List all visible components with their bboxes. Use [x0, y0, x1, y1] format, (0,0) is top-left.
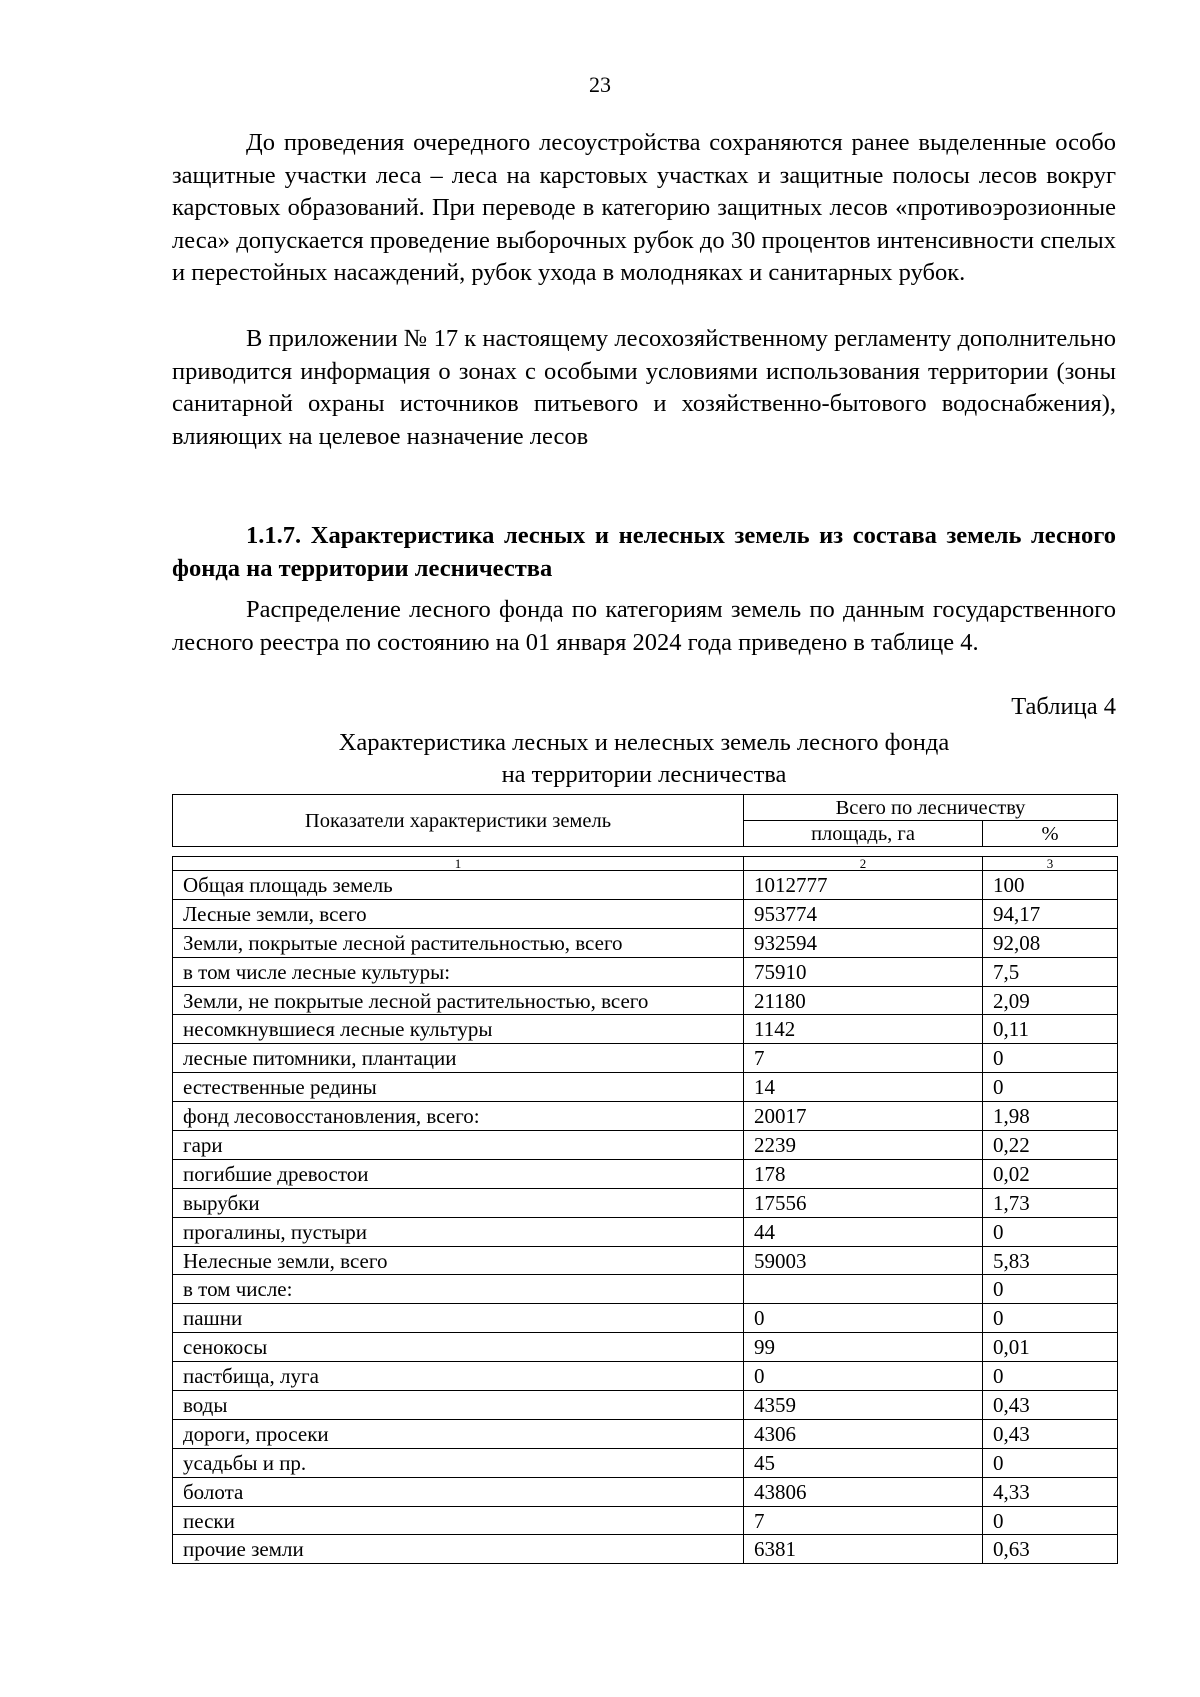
row-name-cell: прогалины, пустыри	[173, 1217, 744, 1246]
row-name-cell: в том числе лесные культуры:	[173, 957, 744, 986]
row-percent-cell: 0	[983, 1217, 1118, 1246]
table-row	[173, 1535, 1118, 1564]
table-row	[173, 1102, 1118, 1131]
row-percent-cell: 0,11	[983, 1015, 1118, 1044]
row-area-cell: 932594	[744, 928, 983, 957]
table-row	[173, 1275, 1118, 1304]
row-name-cell: Земли, не покрытые лесной растительностью, всего	[173, 986, 744, 1015]
table-title	[172, 727, 1116, 791]
table-row	[173, 1477, 1118, 1506]
table-row	[173, 1073, 1118, 1102]
column-number: 3	[983, 857, 1118, 871]
table-row	[173, 1246, 1118, 1275]
row-area-cell: 7	[744, 1506, 983, 1535]
row-percent-cell: 1,73	[983, 1188, 1118, 1217]
row-percent-cell: 0	[983, 1362, 1118, 1391]
row-name-cell: Земли, покрытые лесной растительностью, всего	[173, 928, 744, 957]
row-area-cell: 953774	[744, 899, 983, 928]
row-percent-cell: 0,01	[983, 1333, 1118, 1362]
section-heading: 1.1.7. Характеристика лесных и нелесных земель из состава земель лесного фонда на территории лесничества	[172, 522, 1116, 582]
row-percent-cell: 2,09	[983, 986, 1118, 1015]
row-name-cell: сенокосы	[173, 1333, 744, 1362]
row-area-cell: 14	[744, 1073, 983, 1102]
table-row	[173, 899, 1118, 928]
row-area-cell: 99	[744, 1333, 983, 1362]
row-name-cell: пастбища, луга	[173, 1362, 744, 1391]
table-title-line-2: на территории лесничества	[501, 761, 787, 788]
row-area-cell: 4306	[744, 1419, 983, 1448]
table-row	[173, 1188, 1118, 1217]
row-name-cell: погибшие древостои	[173, 1159, 744, 1188]
row-area-cell	[744, 1275, 983, 1304]
row-percent-cell: 0,22	[983, 1131, 1118, 1160]
row-name-cell: фонд лесовосстановления, всего:	[173, 1102, 744, 1131]
column-number: 1	[173, 857, 744, 871]
column-number: 2	[744, 857, 983, 871]
row-name-cell: гари	[173, 1131, 744, 1160]
row-percent-cell: 0,63	[983, 1535, 1118, 1564]
row-percent-cell: 0,02	[983, 1159, 1118, 1188]
row-area-cell: 59003	[744, 1246, 983, 1275]
row-name-cell: пески	[173, 1506, 744, 1535]
row-area-cell: 1012777	[744, 871, 983, 900]
row-area-cell: 178	[744, 1159, 983, 1188]
table-row	[173, 1131, 1118, 1160]
row-percent-cell: 4,33	[983, 1477, 1118, 1506]
row-percent-cell: 7,5	[983, 957, 1118, 986]
row-area-cell: 2239	[744, 1131, 983, 1160]
row-name-cell: Нелесные земли, всего	[173, 1246, 744, 1275]
row-area-cell: 75910	[744, 957, 983, 986]
table-row	[173, 1448, 1118, 1477]
table-row	[173, 1044, 1118, 1073]
table-row	[173, 1391, 1118, 1420]
header-area: площадь, га	[744, 821, 983, 847]
row-name-cell: воды	[173, 1391, 744, 1420]
page-number: 23	[589, 72, 611, 97]
row-name-cell: лесные питомники, плантации	[173, 1044, 744, 1073]
column-numbers-row	[173, 857, 1118, 871]
table-title-line-1: Характеристика лесных и нелесных земель лесного фонда	[338, 729, 950, 756]
row-area-cell: 7	[744, 1044, 983, 1073]
row-area-cell: 17556	[744, 1188, 983, 1217]
table-number-label: Таблица 4	[1011, 693, 1116, 720]
row-percent-cell: 1,98	[983, 1102, 1118, 1131]
header-total: Всего по лесничеству	[744, 795, 1118, 821]
row-name-cell: болота	[173, 1477, 744, 1506]
row-area-cell: 0	[744, 1304, 983, 1333]
row-area-cell: 45	[744, 1448, 983, 1477]
paragraph-appendix-17: В приложении № 17 к настоящему лесохозяйственному регламенту дополнительно приводится информация о зонах с особыми условиями использования территории (зоны санитарной охраны источников питьевого и хозяйственно-бытового водоснабжения), влияющих на целевое назначение лесов	[172, 325, 1116, 450]
row-percent-cell: 94,17	[983, 899, 1118, 928]
row-percent-cell: 92,08	[983, 928, 1118, 957]
row-name-cell: естественные редины	[173, 1073, 744, 1102]
table-row	[173, 1333, 1118, 1362]
header-indicators: Показатели характеристики земель	[173, 795, 744, 847]
table-row	[173, 1362, 1118, 1391]
row-area-cell: 1142	[744, 1015, 983, 1044]
row-percent-cell: 0	[983, 1448, 1118, 1477]
table-row	[173, 1217, 1118, 1246]
table-row	[173, 1304, 1118, 1333]
row-area-cell: 4359	[744, 1391, 983, 1420]
table-row	[173, 1015, 1118, 1044]
table-header	[172, 794, 1118, 847]
row-name-cell: в том числе:	[173, 1275, 744, 1304]
paragraph-forest-fund-distribution: Распределение лесного фонда по категориям земель по данным государственного лесного реестра по состоянию на 01 января 2024 года приведено в таблице 4.	[172, 596, 1116, 656]
row-name-cell: прочие земли	[173, 1535, 744, 1564]
row-area-cell: 44	[744, 1217, 983, 1246]
row-name-cell: усадьбы и пр.	[173, 1448, 744, 1477]
row-name-cell: вырубки	[173, 1188, 744, 1217]
row-name-cell: дороги, просеки	[173, 1419, 744, 1448]
row-percent-cell: 0	[983, 1044, 1118, 1073]
paragraph-protected-areas: До проведения очередного лесоустройства сохраняются ранее выделенные особо защитные участки леса – леса на карстовых участках и защитные полосы лесов вокруг карстовых образований. При переводе в категорию защитных лесов «противоэрозионные леса» допускается проведение выборочных рубок до 30 процентов интенсивности спелых и перестойных насаждений, рубок ухода в молодняках и санитарных рубок.	[172, 129, 1116, 287]
row-percent-cell: 0,43	[983, 1391, 1118, 1420]
header-percent: %	[983, 821, 1118, 847]
row-area-cell: 43806	[744, 1477, 983, 1506]
row-percent-cell: 0	[983, 1506, 1118, 1535]
row-name-cell: несомкнувшиеся лесные культуры	[173, 1015, 744, 1044]
row-name-cell: Лесные земли, всего	[173, 899, 744, 928]
table-row	[173, 1419, 1118, 1448]
row-percent-cell: 0	[983, 1304, 1118, 1333]
land-characteristics-table	[172, 856, 1118, 1564]
row-percent-cell: 5,83	[983, 1246, 1118, 1275]
table-row	[173, 928, 1118, 957]
row-percent-cell: 0	[983, 1275, 1118, 1304]
row-name-cell: Общая площадь земель	[173, 871, 744, 900]
table-row	[173, 871, 1118, 900]
table-row	[173, 1159, 1118, 1188]
row-area-cell: 21180	[744, 986, 983, 1015]
row-area-cell: 20017	[744, 1102, 983, 1131]
row-area-cell: 0	[744, 1362, 983, 1391]
table-row	[173, 957, 1118, 986]
row-percent-cell: 0	[983, 1073, 1118, 1102]
table-row	[173, 986, 1118, 1015]
row-name-cell: пашни	[173, 1304, 744, 1333]
row-area-cell: 6381	[744, 1535, 983, 1564]
row-percent-cell: 100	[983, 871, 1118, 900]
table-row	[173, 1506, 1118, 1535]
row-percent-cell: 0,43	[983, 1419, 1118, 1448]
